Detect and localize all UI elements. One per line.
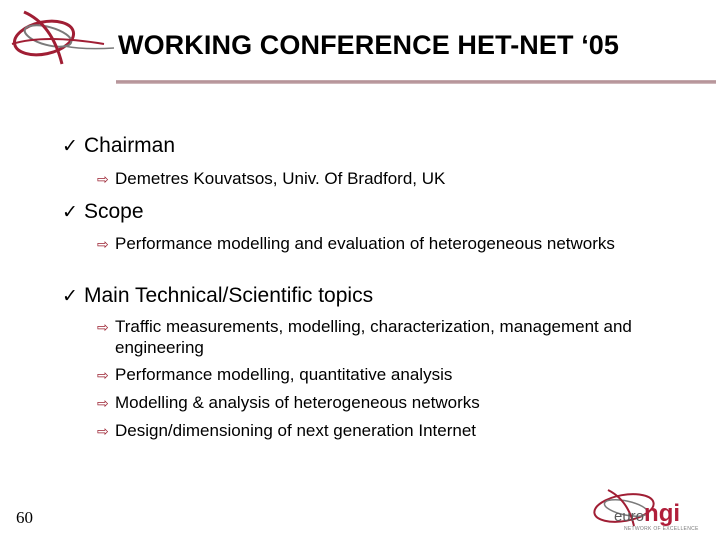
list-item xyxy=(97,233,635,255)
section-heading xyxy=(62,284,373,308)
list-item xyxy=(97,316,695,358)
section-heading xyxy=(62,200,144,224)
list-item-text: Traffic measurements, modelling, characterization, management and engineering xyxy=(115,317,632,357)
section-heading-text: Main Technical/Scientific topics xyxy=(84,284,374,307)
hollow-arrow-icon: ⇨ xyxy=(97,423,109,439)
hollow-arrow-icon: ⇨ xyxy=(97,236,109,252)
list-item xyxy=(97,420,476,442)
list-item-text: Demetres Kouvatsos, Univ. Of Bradford, UK xyxy=(115,169,446,188)
eurongi-swirl-logo-icon xyxy=(4,4,116,74)
checkmark-icon: ✓ xyxy=(62,286,78,307)
section-heading-text: Scope xyxy=(84,200,144,223)
eurongi-logo-wordmark xyxy=(614,500,680,528)
slide-title: WORKING CONFERENCE HET-NET ‘05 xyxy=(118,30,620,60)
section-heading-text: Chairman xyxy=(84,134,176,157)
list-item xyxy=(97,364,452,386)
list-item xyxy=(97,392,480,414)
checkmark-icon: ✓ xyxy=(62,202,78,223)
logo-ngi-text: ngi xyxy=(644,500,681,527)
logo-tagline: NETWORK OF EXCELLENCE xyxy=(624,526,699,532)
list-item xyxy=(97,168,445,190)
section-heading xyxy=(62,134,175,158)
list-item-text: Performance modelling, quantitative analysis xyxy=(115,365,453,384)
checkmark-icon: ✓ xyxy=(62,136,78,157)
logo-euro-text: euro xyxy=(614,508,645,525)
hollow-arrow-icon: ⇨ xyxy=(97,367,109,383)
title-divider xyxy=(116,80,716,84)
list-item-text: Design/dimensioning of next generation Internet xyxy=(115,421,477,440)
hollow-arrow-icon: ⇨ xyxy=(97,319,109,335)
list-item-text: Performance modelling and evaluation of heterogeneous networks xyxy=(115,234,615,253)
page-number: 60 xyxy=(16,508,33,527)
list-item-text: Modelling & analysis of heterogeneous networks xyxy=(115,393,480,412)
hollow-arrow-icon: ⇨ xyxy=(97,171,109,187)
hollow-arrow-icon: ⇨ xyxy=(97,395,109,411)
